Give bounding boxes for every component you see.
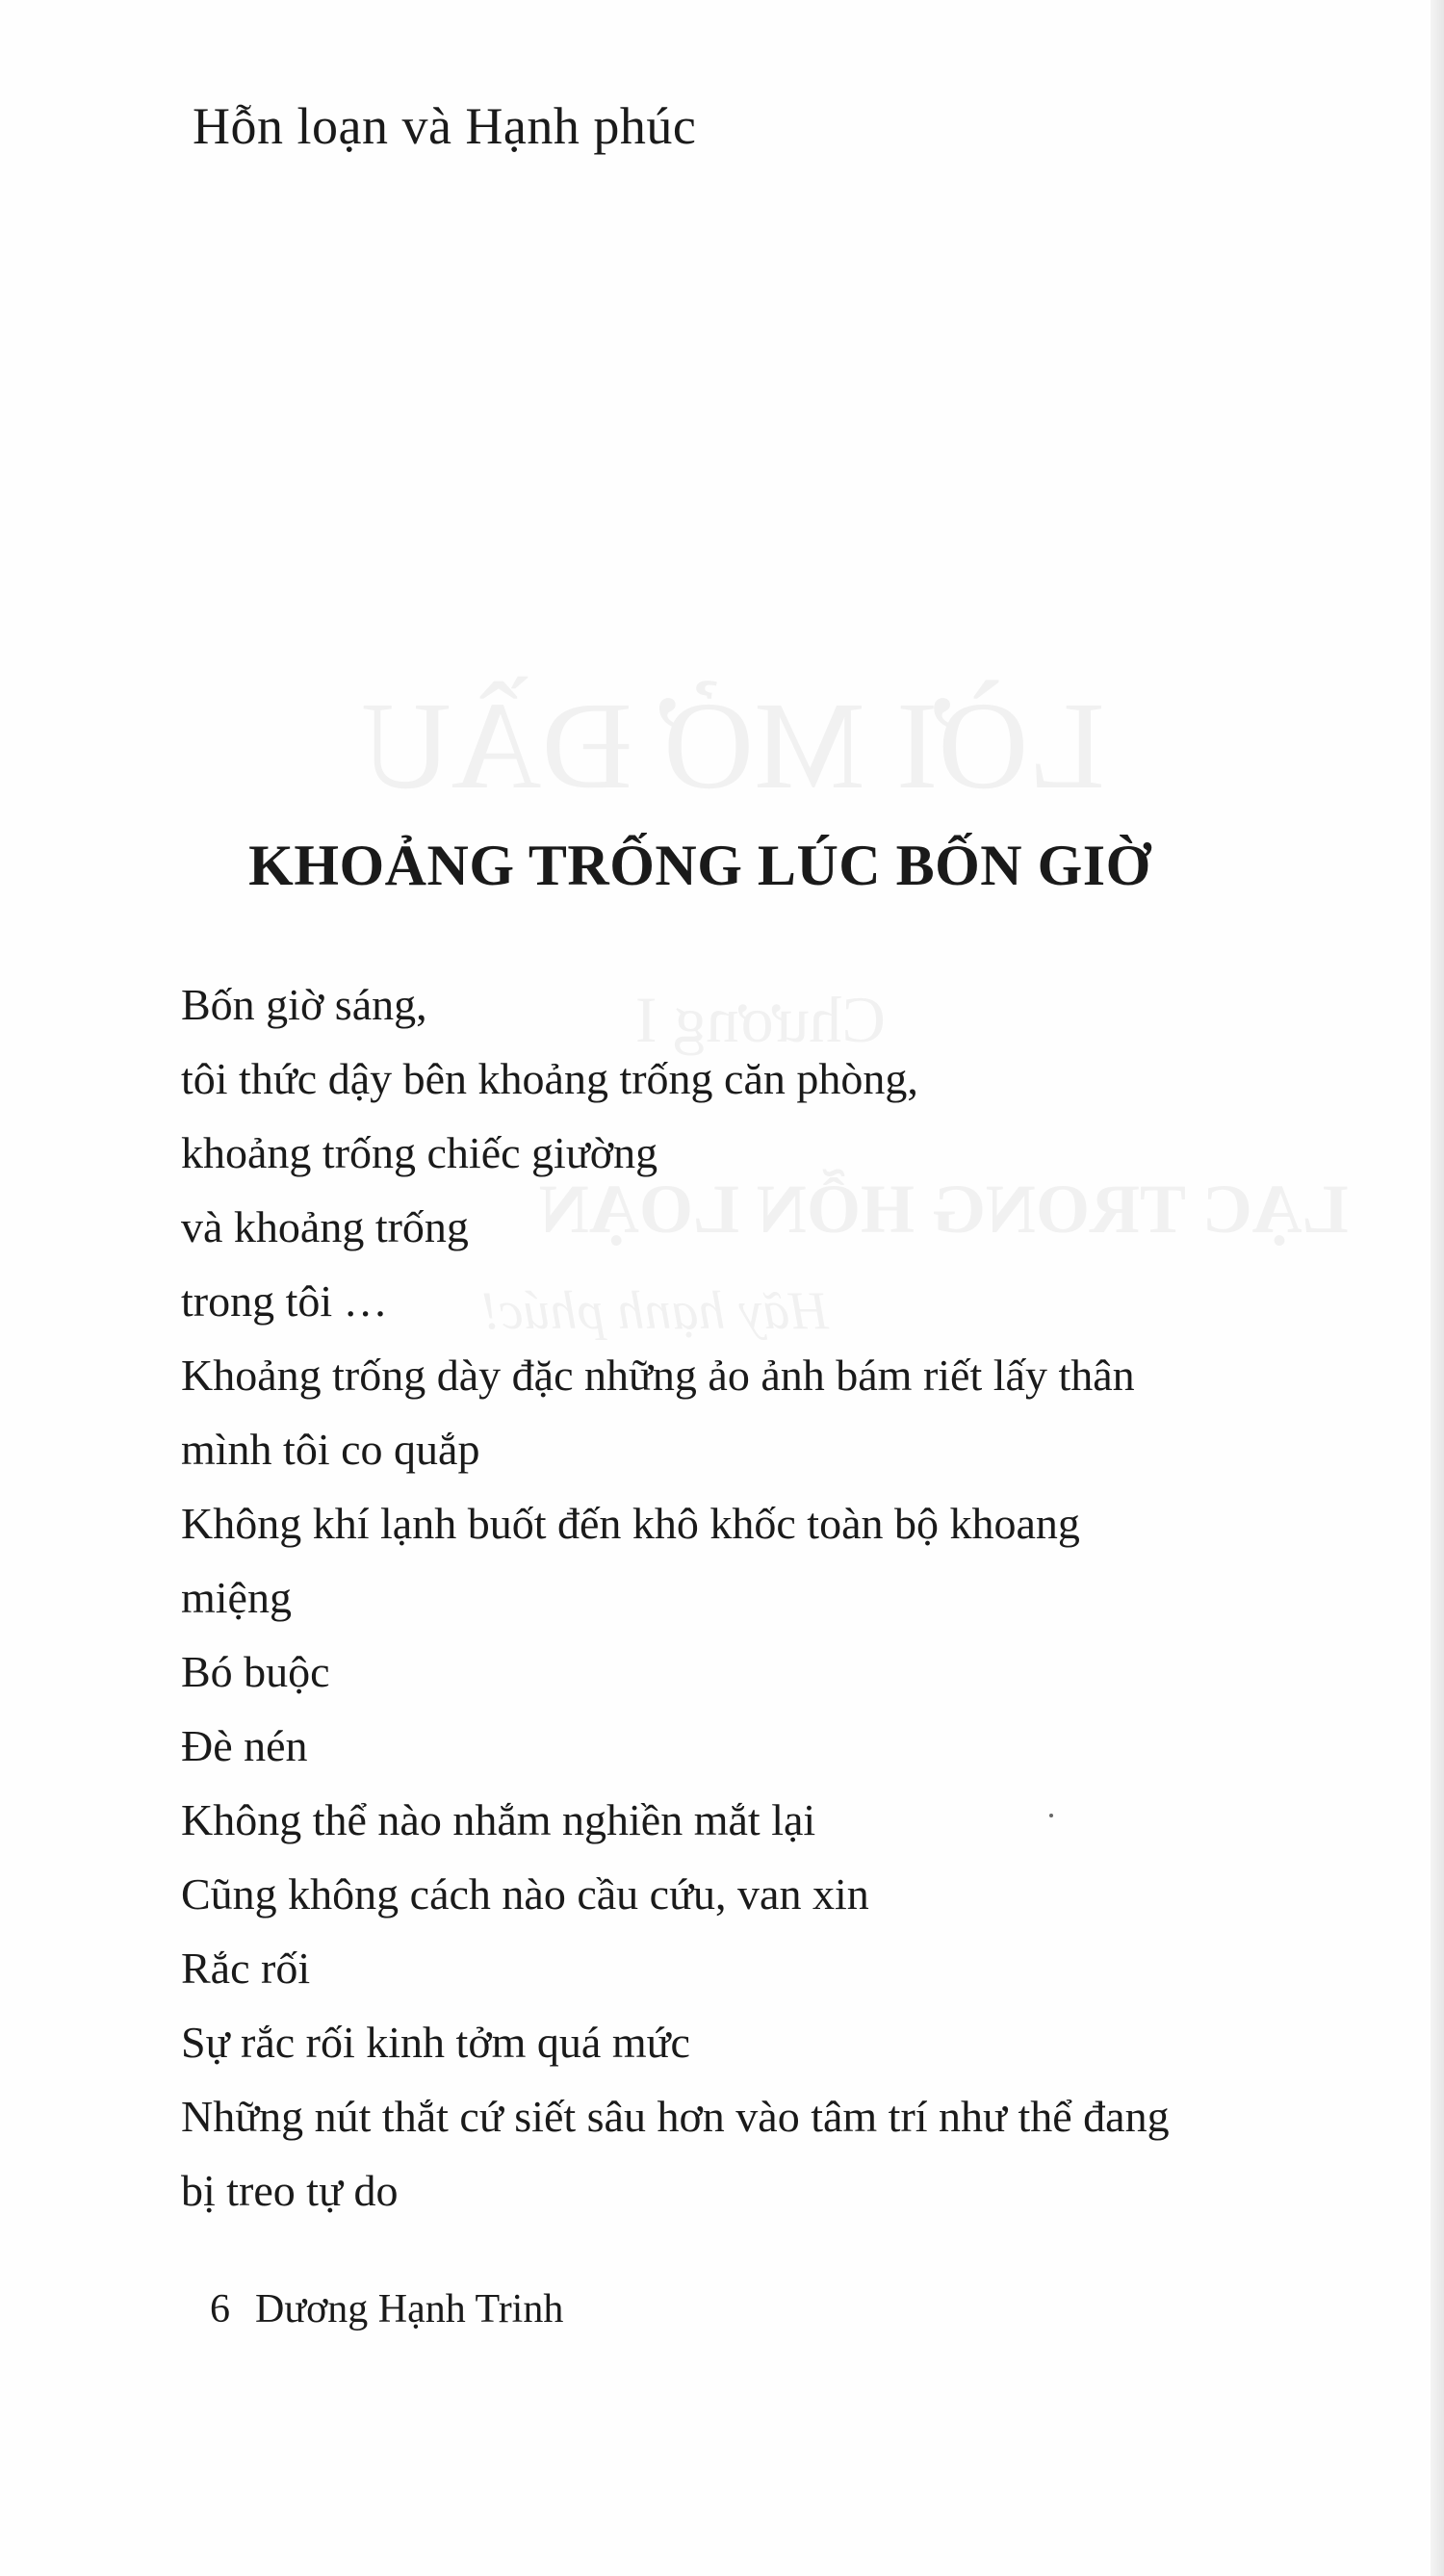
poem-line: bị treo tự do — [181, 2166, 399, 2215]
poem-line: Rắc rối — [181, 1944, 311, 1993]
poem-line: Bó buộc — [181, 1647, 330, 1696]
show-through-text: LỜI MỞ ĐẦU — [361, 677, 1105, 815]
poem-line: miệng — [181, 1573, 292, 1622]
paper-speck — [1049, 1814, 1053, 1817]
show-through-text: LẠC TRONG HỖN LOẠN — [539, 1171, 1349, 1248]
page-edge — [1431, 0, 1444, 2576]
poem-line: khoảng trống chiếc giường — [181, 1128, 658, 1177]
page-number: 6 — [210, 2287, 230, 2331]
show-through-text: Hãy hạnh phúc! — [481, 1281, 829, 1341]
poem-line: Khoảng trống dày đặc những ảo ảnh bám riết lấy thân — [181, 1351, 1135, 1400]
poem-line: tôi thức dậy bên khoảng trống căn phòng, — [181, 1054, 918, 1103]
poem-line: Sự rắc rối kinh tởm quá mức — [181, 2018, 690, 2067]
poem-line: và khoảng trống — [181, 1202, 469, 1251]
poem-title: KHOẢNG TRỐNG LÚC BỐN GIỜ — [248, 834, 1151, 897]
author-name: Dương Hạnh Trinh — [255, 2287, 564, 2331]
poem-line: Không khí lạnh buốt đến khô khốc toàn bộ khoang — [181, 1499, 1080, 1548]
poem-line: mình tôi co quắp — [181, 1425, 480, 1474]
poem-line: Không thể nào nhắm nghiền mắt lại — [181, 1795, 816, 1844]
show-through-text: Chương I — [635, 983, 886, 1056]
poem-body — [181, 967, 1221, 2228]
poem-line: Cũng không cách nào cầu cứu, van xin — [181, 1869, 869, 1919]
running-header: Hỗn loạn và Hạnh phúc — [193, 97, 697, 155]
poem-line: Những nút thắt cứ siết sâu hơn vào tâm trí như thể đang — [181, 2092, 1170, 2141]
poem-line: Bốn giờ sáng, — [181, 980, 427, 1029]
poem-line: Đè nén — [181, 1721, 308, 1770]
poem-line: trong tôi … — [181, 1276, 388, 1326]
page-footer — [210, 2286, 563, 2332]
